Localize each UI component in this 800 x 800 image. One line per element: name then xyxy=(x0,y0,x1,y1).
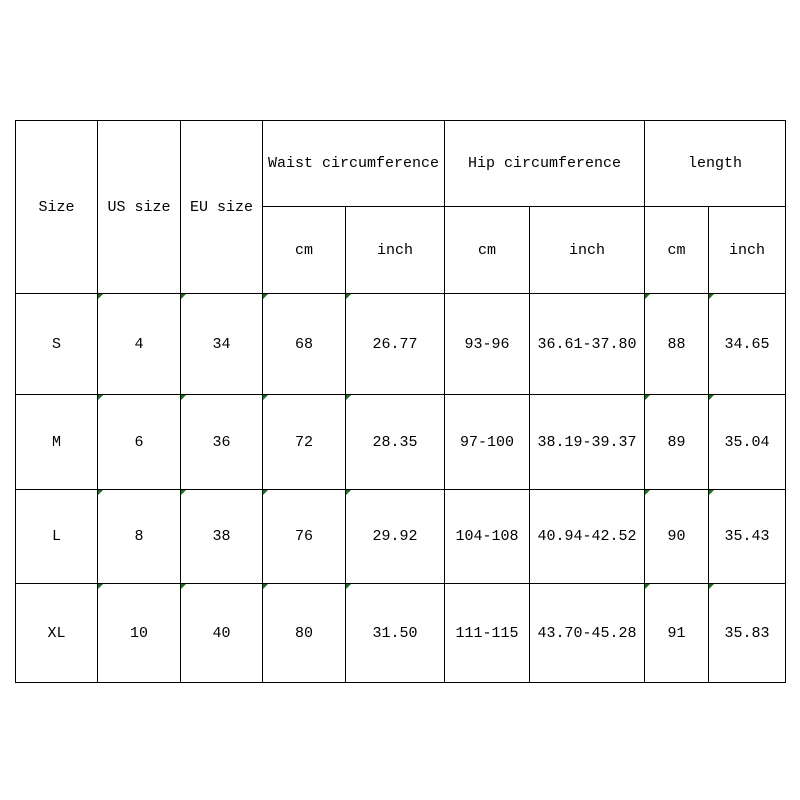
cell-waist-inch: 31.50 xyxy=(346,584,445,683)
cell-us-size: 10 xyxy=(98,584,181,683)
cell-length-cm: 90 xyxy=(645,490,709,584)
cell-us-size: 4 xyxy=(98,294,181,395)
table-row xyxy=(16,584,786,683)
header-length-cm: cm xyxy=(645,207,709,294)
cell-length-inch: 35.04 xyxy=(709,395,786,490)
cell-hip-cm: 93-96 xyxy=(445,294,530,395)
cell-length-cm: 89 xyxy=(645,395,709,490)
cell-eu-size: 38 xyxy=(181,490,263,584)
cell-size: L xyxy=(16,490,98,584)
cell-eu-size: 40 xyxy=(181,584,263,683)
table-row xyxy=(16,490,786,584)
header-length: length xyxy=(645,121,786,207)
cell-waist-inch: 26.77 xyxy=(346,294,445,395)
header-hip-cm: cm xyxy=(445,207,530,294)
cell-eu-size: 36 xyxy=(181,395,263,490)
header-hip-circumference: Hip circumference xyxy=(445,121,645,207)
cell-waist-inch: 29.92 xyxy=(346,490,445,584)
header-waist-cm: cm xyxy=(263,207,346,294)
cell-hip-inch: 36.61-37.80 xyxy=(530,294,645,395)
cell-length-cm: 88 xyxy=(645,294,709,395)
cell-hip-cm: 104-108 xyxy=(445,490,530,584)
header-waist-inch: inch xyxy=(346,207,445,294)
cell-size: S xyxy=(16,294,98,395)
header-waist-circumference: Waist circumference xyxy=(263,121,445,207)
cell-waist-cm: 68 xyxy=(263,294,346,395)
cell-waist-inch: 28.35 xyxy=(346,395,445,490)
cell-hip-cm: 111-115 xyxy=(445,584,530,683)
header-us-size: US size xyxy=(98,121,181,294)
cell-us-size: 8 xyxy=(98,490,181,584)
cell-hip-inch: 38.19-39.37 xyxy=(530,395,645,490)
cell-length-inch: 35.43 xyxy=(709,490,786,584)
table-row xyxy=(16,294,786,395)
cell-us-size: 6 xyxy=(98,395,181,490)
cell-hip-inch: 43.70-45.28 xyxy=(530,584,645,683)
size-chart-table xyxy=(15,120,786,683)
table-row xyxy=(16,395,786,490)
cell-waist-cm: 80 xyxy=(263,584,346,683)
cell-waist-cm: 76 xyxy=(263,490,346,584)
cell-hip-cm: 97-100 xyxy=(445,395,530,490)
cell-waist-cm: 72 xyxy=(263,395,346,490)
header-hip-inch: inch xyxy=(530,207,645,294)
cell-size: XL xyxy=(16,584,98,683)
header-size: Size xyxy=(16,121,98,294)
cell-length-inch: 34.65 xyxy=(709,294,786,395)
cell-eu-size: 34 xyxy=(181,294,263,395)
cell-hip-inch: 40.94-42.52 xyxy=(530,490,645,584)
header-length-inch: inch xyxy=(709,207,786,294)
cell-size: M xyxy=(16,395,98,490)
header-row-top xyxy=(16,121,786,207)
cell-length-inch: 35.83 xyxy=(709,584,786,683)
header-eu-size: EU size xyxy=(181,121,263,294)
cell-length-cm: 91 xyxy=(645,584,709,683)
